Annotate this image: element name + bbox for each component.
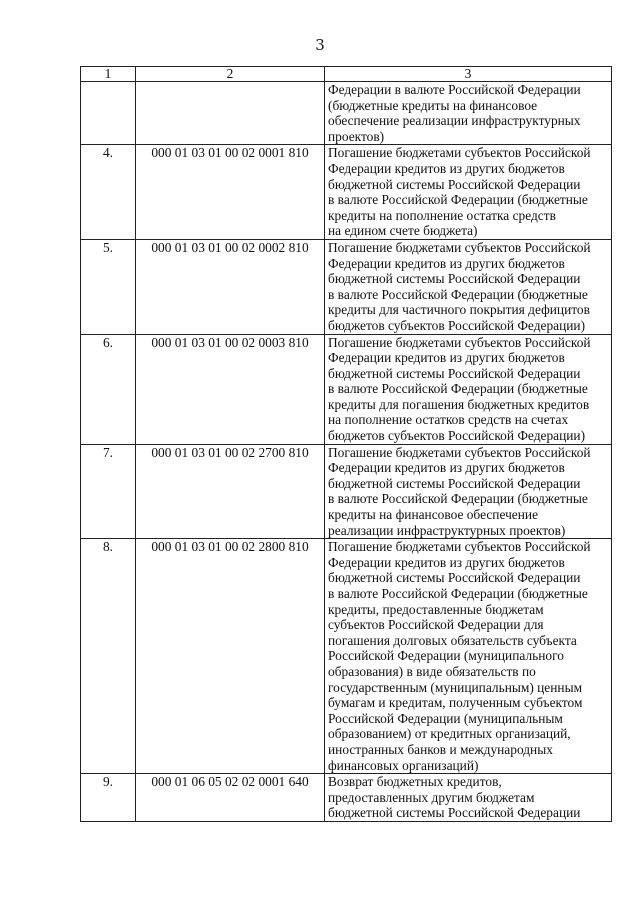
- budget-code: 000 01 03 01 00 02 2700 810: [136, 444, 325, 539]
- description-line: образованием) от кредитных организаций,: [328, 726, 571, 742]
- budget-code: 000 01 03 01 00 02 0002 810: [136, 239, 325, 334]
- description-line: бюджетной системы Российской Федерации: [328, 475, 581, 491]
- description-line: финансовых организаций): [328, 757, 479, 773]
- description-line: Погашение бюджетами субъектов Российской: [328, 239, 591, 255]
- table-row: [81, 444, 612, 539]
- table-header-row: [81, 67, 612, 82]
- description-line: бумагам и кредитам, полученным субъектом: [328, 695, 583, 711]
- description-line: Федерации кредитов из других бюджетов: [328, 160, 565, 176]
- description-line: бюджетов субъектов Российской Федерации): [328, 428, 586, 444]
- table-row: [81, 145, 612, 240]
- description-line: в валюте Российской Федерации (бюджетные: [328, 192, 588, 208]
- description-line: кредиты для частичного покрытия дефицитов: [328, 302, 590, 318]
- table-row: [81, 539, 612, 774]
- description-line: Возврат бюджетных кредитов,: [328, 774, 502, 790]
- description-line: Федерации кредитов из других бюджетов: [328, 350, 565, 366]
- description-line: кредиты на пополнение остатка средств: [328, 207, 556, 223]
- description-line: на пополнение остатков средств на счетах: [328, 412, 569, 428]
- budget-code: 000 01 03 01 00 02 2800 810: [136, 539, 325, 774]
- description-line: бюджетной системы Российской Федерации: [328, 176, 581, 192]
- row-description: [325, 145, 612, 240]
- description-line: Российской Федерации (муниципальным: [328, 710, 563, 726]
- description-line: иностранных банков и международных: [328, 741, 553, 757]
- description-line: образования) в виде обязательств по: [328, 663, 536, 679]
- budget-code: [136, 82, 325, 145]
- header-col-3: 3: [325, 67, 612, 82]
- row-description: [325, 334, 612, 444]
- row-number: 4.: [81, 145, 136, 240]
- description-line: на едином счете бюджета): [328, 223, 478, 239]
- row-number: 7.: [81, 444, 136, 539]
- description-line: погашения долговых обязательств субъекта: [328, 632, 577, 648]
- table-row: [81, 334, 612, 444]
- page-number: 3: [315, 36, 325, 54]
- row-number: 9.: [81, 774, 136, 822]
- table-row: [81, 239, 612, 334]
- row-description: [325, 774, 612, 822]
- row-description: [325, 539, 612, 774]
- description-line: кредиты на финансовое обеспечение: [328, 507, 539, 523]
- description-line: реализации инфраструктурных проектов): [328, 522, 566, 538]
- description-line: бюджетной системы Российской Федерации: [328, 365, 581, 381]
- description-line: Погашение бюджетами субъектов Российской: [328, 334, 591, 350]
- description-line: Погашение бюджетами субъектов Российской: [328, 539, 591, 555]
- description-line: бюджетной системы Российской Федерации: [328, 570, 581, 586]
- description-line: (бюджетные кредиты на финансовое: [328, 97, 538, 113]
- description-line: в валюте Российской Федерации (бюджетные: [328, 586, 588, 601]
- row-number: [81, 82, 136, 145]
- description-line: Федерации кредитов из других бюджетов: [328, 255, 565, 271]
- description-line: кредиты для погашения бюджетных кредитов: [328, 396, 590, 412]
- description-line: бюджетной системы Российской Федерации: [328, 271, 581, 287]
- row-description: [325, 444, 612, 539]
- budget-code: 000 01 03 01 00 02 0003 810: [136, 334, 325, 444]
- table-body: [81, 67, 612, 822]
- description-line: обеспечение реализации инфраструктурных: [328, 113, 581, 129]
- description-line: Федерации кредитов из других бюджетов: [328, 554, 565, 570]
- row-number: 5.: [81, 239, 136, 334]
- table-row: [81, 774, 612, 822]
- description-line: в валюте Российской Федерации (бюджетные: [328, 286, 588, 302]
- budget-codes-table: [80, 66, 612, 822]
- description-line: Федерации в валюте Российской Федерации: [328, 82, 581, 97]
- description-line: Погашение бюджетами субъектов Российской: [328, 145, 591, 161]
- row-description: [325, 239, 612, 334]
- table-row: [81, 82, 612, 145]
- description-line: Российской Федерации (муниципального: [328, 648, 564, 664]
- description-line: проектов): [328, 128, 385, 144]
- row-number: 6.: [81, 334, 136, 444]
- header-col-2: 2: [136, 67, 325, 82]
- row-number: 8.: [81, 539, 136, 774]
- description-line: кредиты, предоставленные бюджетам: [328, 601, 544, 617]
- description-line: в валюте Российской Федерации (бюджетные: [328, 381, 588, 397]
- description-line: предоставленных другим бюджетам: [328, 789, 535, 805]
- description-line: бюджетов субъектов Российской Федерации): [328, 317, 586, 333]
- header-col-1: 1: [81, 67, 136, 82]
- row-description: [325, 82, 612, 145]
- description-line: бюджетной системы Российской Федерации: [328, 805, 581, 821]
- description-line: в валюте Российской Федерации (бюджетные: [328, 491, 588, 507]
- description-line: субъектов Российской Федерации для: [328, 617, 544, 633]
- budget-code: 000 01 06 05 02 02 0001 640: [136, 774, 325, 822]
- description-line: государственным (муниципальным) ценным: [328, 679, 583, 695]
- description-line: Погашение бюджетами субъектов Российской: [328, 444, 591, 460]
- budget-code: 000 01 03 01 00 02 0001 810: [136, 145, 325, 240]
- description-line: Федерации кредитов из других бюджетов: [328, 460, 565, 476]
